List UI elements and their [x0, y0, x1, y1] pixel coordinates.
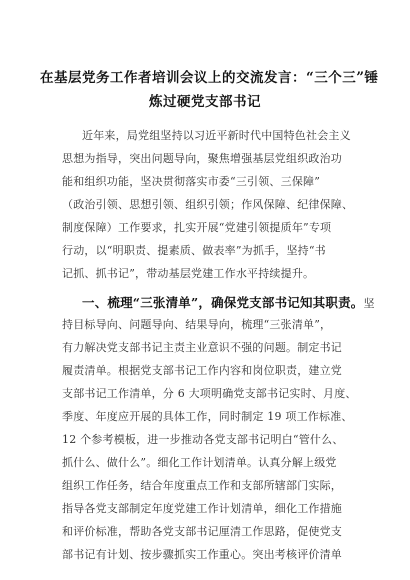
intro-paragraph-line: 行动，以“明职责、提素质、做表率”为抓手，坚持“书: [62, 244, 326, 257]
intro-paragraph-line: 近年来，局党组坚持以习近平新时代中国特色社会主义: [82, 129, 351, 142]
section-1-line: 履责清单。根据党支部书记工作内容和岗位职责，建立党: [62, 364, 342, 377]
intro-paragraph-line: （政治引领、思想引领、组织引领；作风保障、纪律保障、: [62, 198, 354, 211]
section-1-line: 支部书记工作清单，分 6 大项明确党支部书记实时、月度、: [62, 387, 357, 400]
section-1-heading-line: [82, 293, 375, 311]
section-1-line: 有力解决党支部书记主责主业意识不强的问题。制定书记: [62, 341, 342, 354]
section-1-line: 持目标导向、问题导向、结果导向，梳理“三张清单”，: [62, 318, 332, 331]
intro-paragraph-line: 记抓、抓书记”，带动基层党建工作水平持续提升。: [62, 267, 315, 280]
section-1-line: 部书记有计划、按步骤抓实工作重心。突出考核评价清单: [62, 548, 342, 561]
section-1-line: 抓什么、做什么”。细化工作计划清单。认真分解上级党: [62, 456, 337, 469]
section-1-line: 组织工作任务，结合年度重点工作和支部所辖部门实际，: [62, 479, 342, 492]
section-1-heading-tail: 坚: [363, 297, 375, 310]
section-1-line: 指导各党支部制定年度党建工作计划清单，细化工作措施: [62, 502, 342, 515]
intro-paragraph-line: 能和组织功能，坚决贯彻落实市委“三引领、三保障”: [62, 175, 321, 188]
intro-paragraph-line: 思想为指导，突出问题导向，聚焦增强基层党组织政治功: [62, 152, 342, 165]
intro-paragraph-line: 制度保障）工作要求，扎实开展“党建引领提质年”专项: [62, 221, 332, 234]
section-1-line: 和评价标准，帮助各党支部书记厘清工作思路，促使党支: [62, 525, 342, 538]
document-title-line-1: 在基层党务工作者培训会议上的交流发言：“三个三”锤: [40, 70, 379, 86]
document-title-line-2: 炼过硬党支部书记: [149, 94, 261, 110]
section-1-line: 12 个参考模板，进一步推动各党支部书记明白“管什么、: [62, 433, 344, 446]
section-1-line: 季度、年度应开展的具体工作，同时制定 19 项工作标准、: [62, 410, 353, 423]
section-1-heading: 一、梳理“三张清单”，确保党支部书记知其职责。: [82, 295, 364, 310]
